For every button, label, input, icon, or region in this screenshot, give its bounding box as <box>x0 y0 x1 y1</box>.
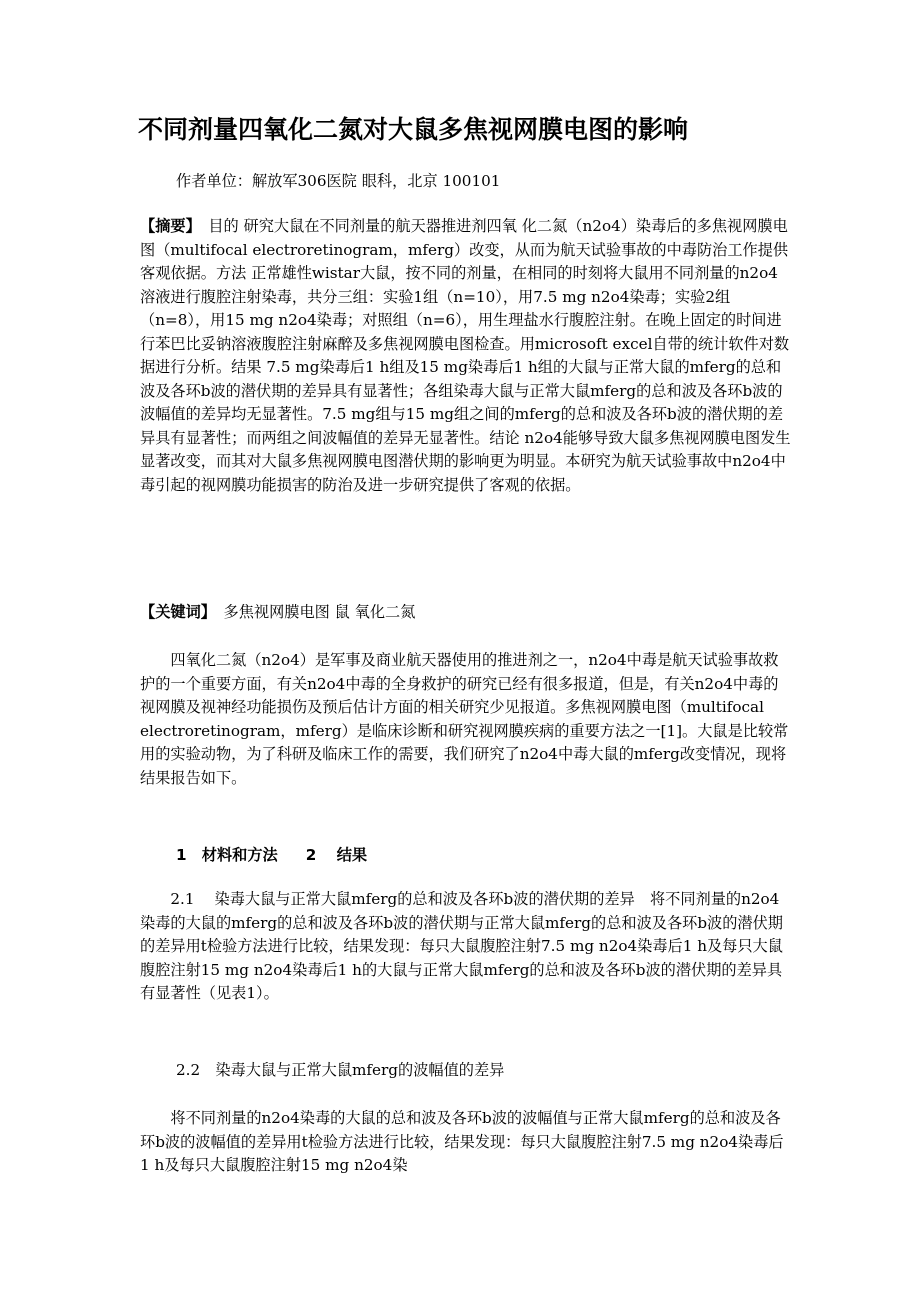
abstract-paragraph <box>140 215 792 497</box>
document-title: 不同剂量四氧化二氮对大鼠多焦视网膜电图的影响 <box>138 115 689 144</box>
abstract-text: 目的 研究大鼠在不同剂量的航天器推进剂四氧 化二氮（n2o4）染毒后的多焦视网膜电图（multifocal electroretinogram，mferg）改变，从而为航天试验事故的中毒防治工作提供客观依据。方法 正常雄性wistar大鼠，按不同的剂量，在相同的时刻将大鼠用不同剂量的n2o4溶液进行腹腔注射染毒，共分三组：实验1组（n=10），用7.5 mg n2o4染毒；实验2组（n=8），用15 mg n2o4染毒；对照组（n=6），用生理盐水行腹腔注射。在晚上固定的时间进行苯巴比妥钠溶液腹腔注射麻醉及多焦视网膜电图检查。用microsoft excel自带的统计软件对数据进行分析。结果 7.5 mg染毒后1 h组及15 mg染毒后1 h组的大鼠与正常大鼠的mferg的总和波及各环b波的潜伏期的差异具有显著性；各组染毒大鼠与正常大鼠mferg的总和波及各环b波的波幅值的差异均无显著性。7.5 mg组与15 mg组之间的mferg的总和波及各环b波的潜伏期的差异具有显著性；而两组之间波幅值的差异无显著性。结论 n2o4能够导致大鼠多焦视网膜电图发生显著改变，而其对大鼠多焦视网膜电图潜伏期的影响更为明显。本研究为航天试验事故中n2o4中毒引起的视网膜功能损害的防治及进一步研究提供了客观的依据。 <box>140 217 791 494</box>
author-affiliation: 作者单位：解放军306医院 眼科，北京 100101 <box>176 172 501 190</box>
subsection-2-1-paragraph: 2.1 染毒大鼠与正常大鼠mferg的总和波及各环b波的潜伏期的差异 将不同剂量的n2o4染毒的大鼠的mferg的总和波及各环b波的潜伏期与正常大鼠mferg的总和波及各环b波的潜伏期的差异用t检验方法进行比较，结果发现：每只大鼠腹腔注射7.5 mg n2o4染毒后1 h及每只大鼠腹腔注射15 mg n2o4染毒后1 h的大鼠与正常大鼠mferg的总和波及各环b波的潜伏期的差异具有显著性（见表1）。 <box>140 890 783 1002</box>
section-heading-results: 2 结果 <box>305 846 368 864</box>
section-heading-methods: 1 材料和方法 <box>176 846 278 864</box>
subsection-2-2-heading: 2.2 染毒大鼠与正常大鼠mferg的波幅值的差异 <box>176 1061 505 1079</box>
intro-paragraph: 四氧化二氮（n2o4）是军事及商业航天器使用的推进剂之一，n2o4中毒是航天试验事故救护的一个重要方面，有关n2o4中毒的全身救护的研究已经有很多报道，但是，有关n2o4中毒的视网膜及视神经功能损伤及预后估计方面的相关研究少见报道。多焦视网膜电图（multifocal electroretinogram，mferg）是临床诊断和研究视网膜疾病的重要方法之一[1]。大鼠是比较常用的实验动物，为了科研及临床工作的需要，我们研究了n2o4中毒大鼠的mferg改变情况，现将结果报告如下。 <box>140 651 789 787</box>
section-headings <box>176 844 828 868</box>
keywords-paragraph <box>140 601 792 625</box>
subsection-2-2-paragraph: 将不同剂量的n2o4染毒的大鼠的总和波及各环b波的波幅值与正常大鼠mferg的总和波及各环b波的波幅值的差异用t检验方法进行比较，结果发现：每只大鼠腹腔注射7.5 mg n2o4染毒后1 h及每只大鼠腹腔注射15 mg n2o4染 <box>140 1109 784 1174</box>
keywords-label: 【关键词】 <box>140 603 209 621</box>
abstract-label: 【摘要】 <box>140 217 194 235</box>
keywords-text: 多焦视网膜电图 鼠 氧化二氮 <box>208 603 416 621</box>
